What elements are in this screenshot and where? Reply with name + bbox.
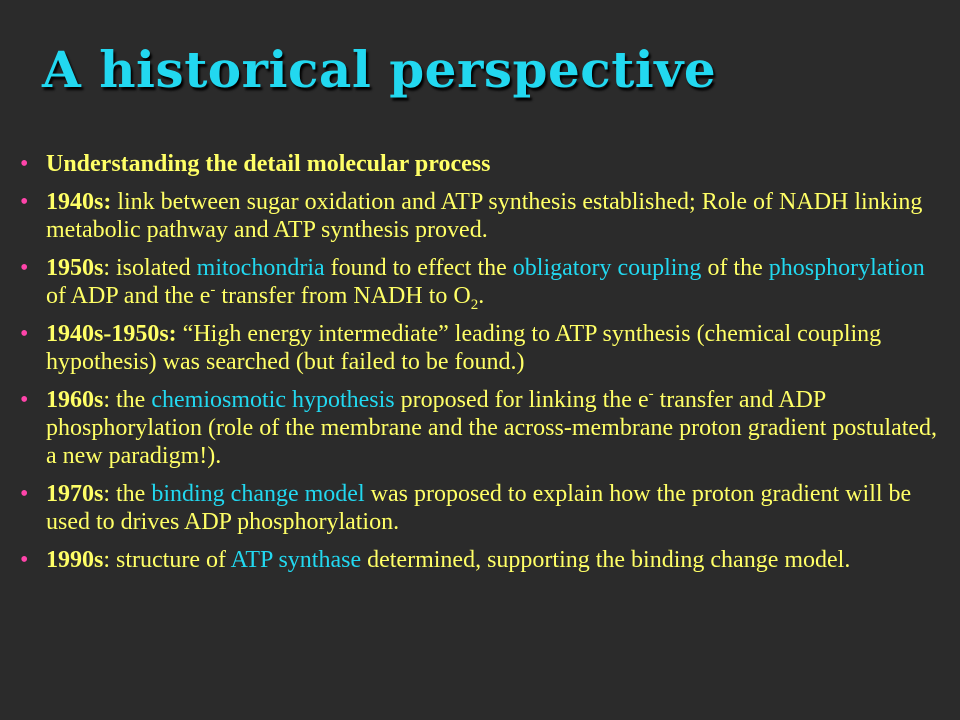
bullet-icon: •	[20, 481, 29, 507]
bullet-item	[18, 254, 943, 313]
bullet-list	[18, 150, 943, 584]
bullet-text: was proposed to explain how the proton gradient will be used to drives ADP phosphorylation.	[46, 481, 912, 535]
bullet-heading: 1960s	[46, 387, 104, 413]
bullet-text: proposed for linking the e	[394, 387, 649, 413]
bullet-icon: •	[20, 387, 29, 413]
bullet-text: link between sugar oxidation and ATP synthesis established; Role of NADH linking metabolic pathway and ATP synthesis proved.	[46, 189, 923, 243]
bullet-text: of the	[701, 255, 769, 281]
bullet-text: “High energy intermediate” leading to ATP synthesis (chemical coupling hypothesis) was searched (but failed to be found.)	[46, 321, 882, 375]
bullet-text: : isolated	[103, 255, 197, 281]
highlight-term: mitochondria	[196, 255, 325, 281]
bullet-item	[18, 320, 943, 376]
highlight-term: phosphorylation	[768, 255, 925, 281]
bullet-icon: •	[20, 547, 29, 573]
bullet-heading: 1940s-1950s:	[46, 321, 177, 347]
highlight-term: obligatory coupling	[512, 255, 702, 281]
bullet-text: : structure of	[103, 547, 231, 573]
bullet-text: found to effect the	[324, 255, 513, 281]
bullet-text: transfer and ADP phosphorylation (role of the membrane and the across-membrane proton gradient postulated, a new paradigm!).	[46, 387, 938, 469]
bullet-text: .	[478, 283, 485, 309]
bullet-text: : the	[103, 481, 152, 507]
bullet-text: determined, supporting the binding change model.	[361, 547, 851, 573]
bullet-heading: Understanding the detail molecular process	[46, 151, 491, 177]
bullet-text: transfer from NADH to O	[215, 283, 471, 309]
bullet-text: of ADP and the e	[46, 283, 211, 309]
bullet-icon: •	[20, 321, 29, 347]
bullet-heading: 1990s	[46, 547, 104, 573]
highlight-term: binding change model	[151, 481, 365, 507]
slide-title: A historical perspective	[42, 40, 717, 99]
superscript: -	[648, 386, 654, 402]
bullet-text: : the	[103, 387, 152, 413]
bullet-icon: •	[20, 189, 29, 215]
superscript: -	[210, 282, 216, 298]
bullet-heading: 1950s	[46, 255, 104, 281]
subscript: 2	[470, 296, 479, 313]
bullet-item	[18, 386, 943, 470]
highlight-term: chemiosmotic hypothesis	[151, 387, 395, 413]
highlight-term: ATP synthase	[230, 547, 362, 573]
bullet-icon: •	[20, 255, 29, 281]
bullet-heading: 1970s	[46, 481, 104, 507]
bullet-icon: •	[20, 151, 29, 177]
bullet-item	[18, 480, 943, 536]
bullet-item	[18, 188, 943, 244]
bullet-item	[18, 546, 943, 574]
bullet-heading: 1940s:	[46, 189, 112, 215]
bullet-item	[18, 150, 943, 178]
